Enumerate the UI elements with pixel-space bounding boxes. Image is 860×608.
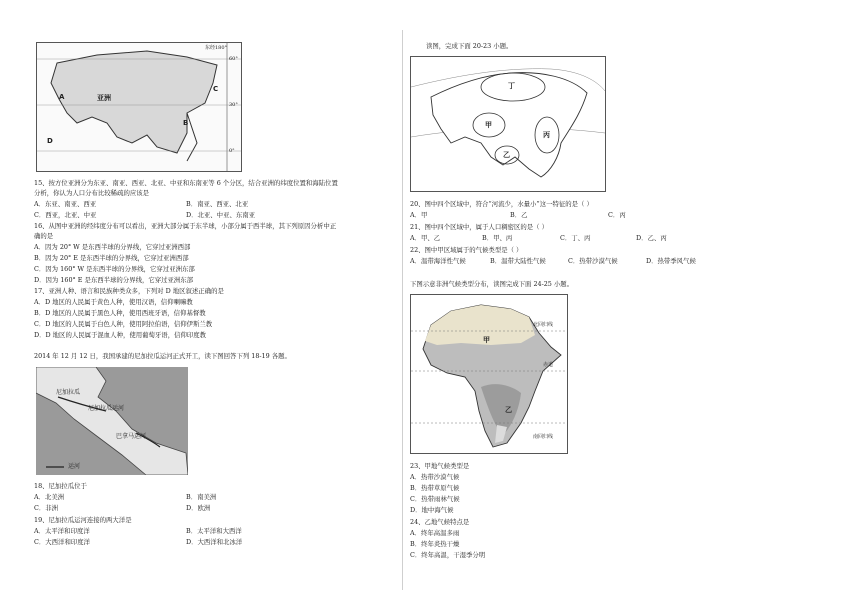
q15-option-a: A．东亚、南亚、西亚 [34,200,97,208]
q23-option-d: D．地中海气候 [410,506,454,514]
asia-map-graphic [37,43,241,171]
q22-option-c: C．热带沙漠气候 [568,257,618,265]
q21-stem: 21、图中四个区域中，属于人口稠密区的是（ ） [410,223,548,231]
asia-map-lat-60: 60° [229,56,238,62]
q17-option-c: C．D 地区的人民属于白色人种，使用阿拉伯语，信仰伊斯兰教 [34,320,213,328]
q21-option-c: C．丁、丙 [560,234,591,242]
q21-option-d: D．乙、丙 [636,234,667,242]
q23-option-a: A．热带沙漠气候 [410,473,460,481]
region-map [410,56,606,192]
q16-stem-line1: 16、从图中亚洲的经纬度分布可以看出，亚洲大部分属于东半球，小部分属于西半球，其下列原因分析中正 [34,222,337,230]
africa-map [410,294,568,454]
q24-option-a: A．终年高温多雨 [410,529,460,537]
asia-map-label-b: B [183,119,189,127]
q15-option-b: B．南亚、西亚、北亚 [186,200,249,208]
region-map-label-bing: 丙 [543,131,550,139]
q24-option-c: C．终年高温，干湿季分明 [410,551,486,559]
q18-option-d: D．欧洲 [186,504,211,512]
q22-option-b: B．温带大陆性气候 [490,257,546,265]
q22-option-d: D．热带季风气候 [646,257,696,265]
q22-option-a: A．温带海洋性气候 [410,257,466,265]
region-map-label-yi: 乙 [503,151,510,159]
q16-option-b: B．因为 20° E 是东西半球的分界线，它穿过亚洲西部 [34,254,189,262]
africa-map-north-tropic: 北回归线 [533,322,554,328]
region-map-graphic [411,57,605,191]
q16-option-d: D．因为 160° E 是东西半球的分界线，它穿过亚洲东部 [34,276,194,284]
canal-map [36,367,188,475]
intro-24-25: 下图示意非洲气候类型分布，读图完成下面 24-25 小题。 [410,280,574,288]
q16-stem-line2: 确的是 [34,232,54,240]
region-map-label-jia: 甲 [485,121,492,129]
intro-20-23: 读图，完成下面 20-23 小题。 [426,42,513,50]
q24-stem: 24、乙地气候特点是 [410,518,470,526]
asia-map-label-a: A [59,93,65,101]
canal-map-label-nicaragua-canal: 尼加拉瓜运河 [88,405,125,412]
q16-option-c: C．因为 160° W 是东西半球的分界线，它穿过亚洲东部 [34,265,195,273]
asia-map-lat-0: 0° [229,148,235,154]
q21-option-a: A．甲、乙 [410,234,441,242]
q20-option-c: C．丙 [608,211,626,219]
africa-map-equator: 赤道 [543,362,554,368]
q21-option-b: B．甲、丙 [482,234,513,242]
q17-option-d: D．D 地区的人民属于混血人种，使用葡萄牙语，信仰印度教 [34,331,207,339]
asia-map-label-c: C [213,85,219,93]
canal-map-label-nicaragua: 尼加拉瓜 [56,389,81,396]
q19-option-a: A．太平洋和印度洋 [34,527,90,535]
q17-stem: 17、亚洲人种、语言和民族种类众多，下列对 D 地区叙述正确的是 [34,287,224,295]
q22-stem: 22、图中甲区域属于的气候类型是（ ） [410,246,523,254]
asia-map-label-d: D [47,137,53,145]
q19-option-d: D．大西洋和北冰洋 [186,538,243,546]
q15-option-d: D．北亚、中亚、东南亚 [186,211,256,219]
africa-map-south-tropic: 南回归线 [533,434,554,440]
intro-18-19: 2014 年 12 月 12 日，我国承建的尼加拉瓜运河正式开工，读下图回答下列 18-19 各题。 [34,352,291,360]
q19-stem: 19、尼加拉瓜运河连接的两大洋是 [34,516,132,524]
column-divider [402,30,403,590]
q16-option-a: A．因为 20° W 是东西半球的分界线，它穿过亚洲西部 [34,243,191,251]
canal-map-graphic [36,367,188,475]
q18-option-b: B．南美洲 [186,493,217,501]
q15-stem-line2: 分析，你认为人口分布比较稀疏的应该是 [34,189,150,197]
q19-option-c: C．大西洋和印度洋 [34,538,91,546]
q23-stem: 23、甲地气候类型是 [410,462,470,470]
africa-map-label-yi: 乙 [505,406,512,414]
q20-option-a: A．甲 [410,211,428,219]
canal-map-legend: 运河 [68,463,81,470]
q18-stem: 18、尼加拉瓜位于 [34,482,87,490]
asia-map-lon: 东经180° [205,45,228,51]
q15-option-c: C．西亚，北亚、中亚 [34,211,97,219]
q23-option-b: B．热带草原气候 [410,484,460,492]
q18-option-a: A．北美洲 [34,493,65,501]
q18-option-c: C．非洲 [34,504,59,512]
q24-option-b: B．终年炎热干燥 [410,540,460,548]
q17-option-b: B．D 地区的人民属于黑色人种，使用西班牙语，信仰基督教 [34,309,206,317]
asia-map-title: 亚洲 [97,94,111,102]
q20-option-b: B．乙 [510,211,528,219]
africa-map-graphic [411,295,567,453]
asia-map-lat-30: 30° [229,102,238,108]
q20-stem: 20、图中四个区域中，符合“河流少，水量小”这一特征的是（ ） [410,200,593,208]
q23-option-c: C．热带雨林气候 [410,495,460,503]
q15-stem-line1: 15、按方位亚洲分为东亚、南亚、西亚、北亚、中亚和东南亚等 6 个分区，结合亚洲的纬度位置和海陆位置 [34,179,338,187]
canal-map-label-panama-canal: 巴拿马运河 [116,433,147,440]
africa-map-label-jia: 甲 [483,336,490,344]
q19-option-b: B．太平洋和大西洋 [186,527,242,535]
region-map-label-ding: 丁 [508,82,515,90]
asia-map [36,42,242,172]
q17-option-a: A．D 地区的人民属于黄色人种，使用汉语，信仰喇嘛教 [34,298,193,306]
